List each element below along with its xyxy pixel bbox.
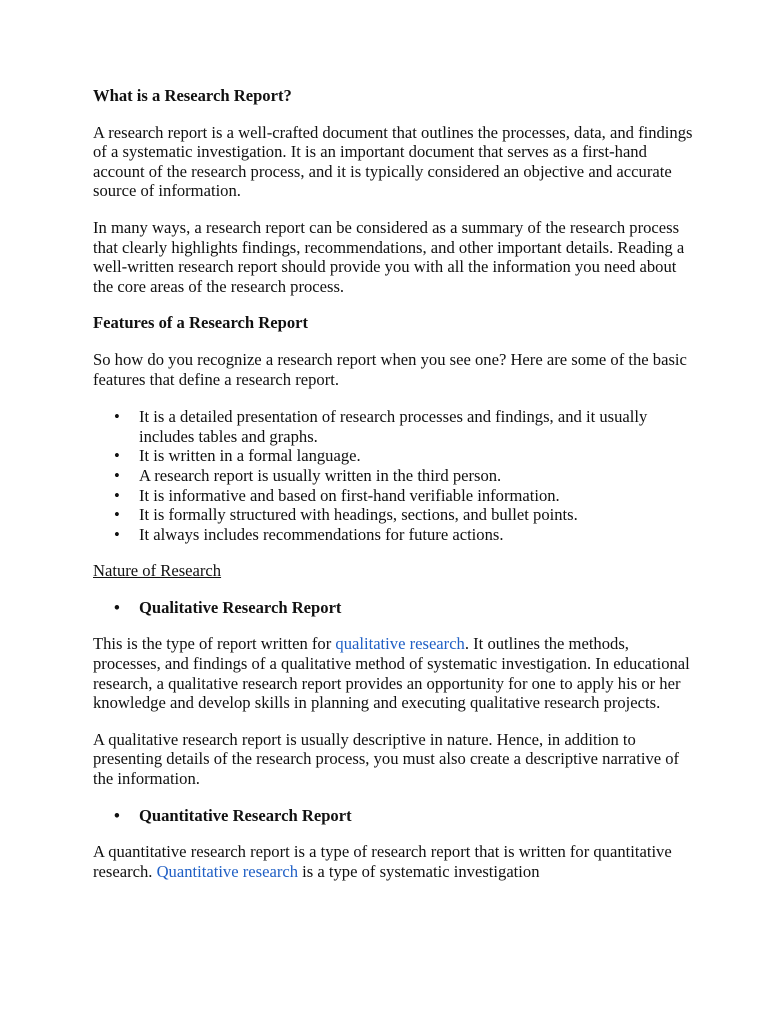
qualitative-research-link[interactable]: qualitative research (335, 634, 465, 654)
paragraph-quantitative-intro (93, 842, 693, 881)
quantitative-research-link[interactable]: Quantitative research (156, 861, 299, 881)
list-item: • It always includes recommendations for future actions. (139, 525, 693, 545)
features-list (93, 407, 693, 544)
quantitative-text-before: A quantitative research report is a type of research report that is written for quantitative research. (93, 842, 672, 881)
qualitative-text-after: . It outlines the methods, processes, and findings of a qualitative method of systematic investigation. In educational research, a qualitative research report provides an opportunity for one to apply his or her knowledge and develop skills in planning and executing qualitative research projects. (93, 634, 690, 713)
paragraph-summary: In many ways, a research report can be considered as a summary of the research process that clearly highlights findings, recommendations, and other important details. Reading a well-written research report should provide you with all the information you need about the core areas of the research process. (93, 217, 685, 296)
list-item: • It is written in a formal language. (139, 446, 693, 466)
heading-quantitative-report: • Quantitative Research Report (139, 806, 693, 826)
paragraph-definition: A research report is a well-crafted document that outlines the processes, data, and findings of a systematic investigation. It is an important document that serves as a first-hand account of the research process, and it is typically considered an objective and accurate source of information. (93, 122, 693, 201)
list-item: • It is informative and based on first-hand verifiable information. (139, 486, 693, 506)
quantitative-heading-list (93, 806, 693, 826)
paragraph-qualitative-intro (93, 634, 693, 712)
qualitative-text-before: This is the type of report written for (93, 634, 336, 654)
heading-qualitative-report: • Qualitative Research Report (139, 598, 693, 618)
list-item: • It is formally structured with headings, sections, and bullet points. (139, 505, 693, 525)
heading-what-is-research-report: What is a Research Report? (93, 86, 292, 105)
heading-features: Features of a Research Report (93, 313, 309, 333)
document-page (93, 86, 693, 881)
qualitative-heading-list (93, 598, 693, 618)
paragraph-qualitative-descriptive: A qualitative research report is usually descriptive in nature. Hence, in addition to presenting details of the research process, you must also create a descriptive narrative of the information. (93, 729, 680, 789)
list-item: • It is a detailed presentation of research processes and findings, and it usually includes tables and graphs. (139, 407, 693, 446)
heading-nature-of-research: Nature of Research (93, 561, 222, 581)
quantitative-text-after: is a type of systematic investigation (298, 861, 540, 881)
paragraph-features-intro: So how do you recognize a research report when you see one? Here are some of the basic features that define a research report. (93, 349, 687, 389)
list-item: • A research report is usually written in the third person. (139, 466, 693, 486)
